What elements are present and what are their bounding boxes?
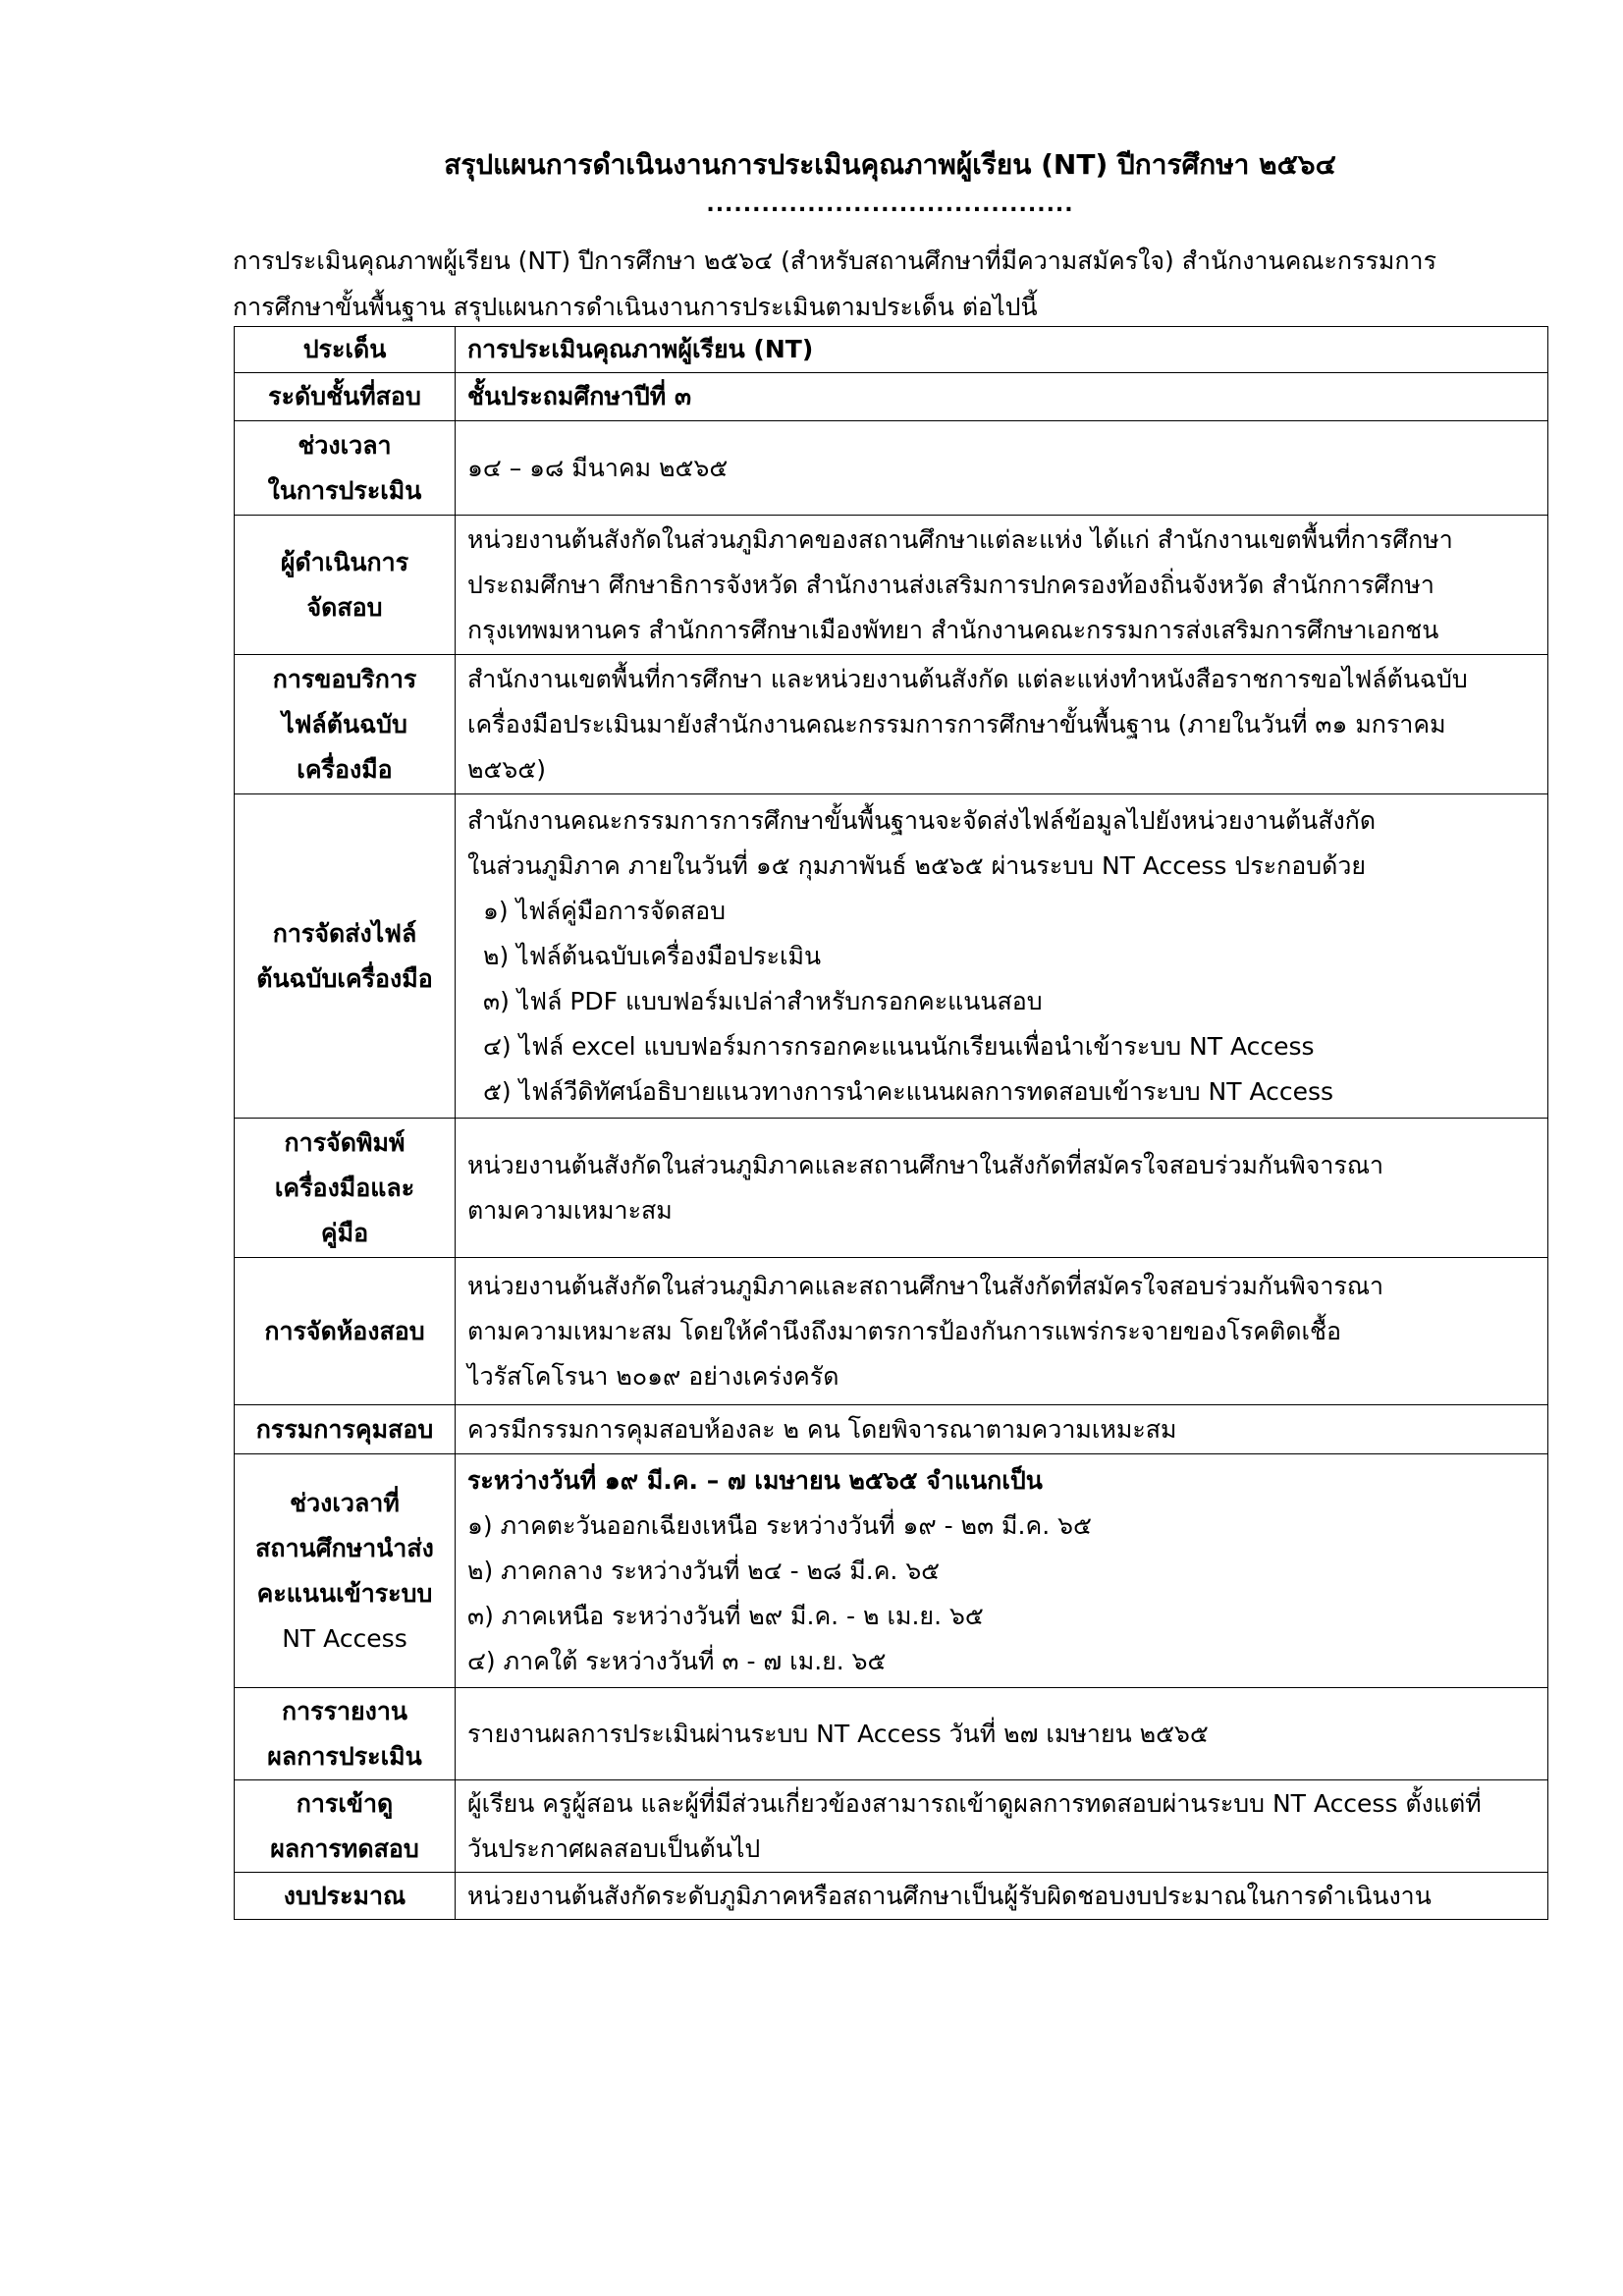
table-row xyxy=(235,1688,1548,1780)
list-item: ๒) ไฟล์ต้นฉบับเครื่องมือประเมิน xyxy=(483,941,822,970)
row-header xyxy=(235,655,456,794)
table-row xyxy=(235,1405,1548,1454)
row-header-line: ช่วงเวลา xyxy=(298,430,392,460)
content-line: รายงานผลการประเมินผ่านระบบ NT Access วันที่ ๒๗ เมษายน ๒๕๖๕ xyxy=(467,1719,1209,1748)
row-header-line: ระดับชั้นที่สอบ xyxy=(268,382,421,410)
row-header-line: คะแนนเข้าระบบ xyxy=(256,1578,433,1608)
title-separator: ........................................ xyxy=(706,192,1074,217)
content-line: ควรมีกรรมการคุมสอบห้องละ ๒ คน โดยพิจารณาตามความเหมะสม xyxy=(467,1414,1177,1444)
row-header xyxy=(235,373,456,421)
list-item: ๕) ไฟล์วีดิทัศน์อธิบายแนวทางการนำคะแนนผลการทดสอบเข้าระบบ NT Access xyxy=(483,1076,1334,1106)
table-row xyxy=(235,516,1548,655)
content-line: ๑๔ – ๑๘ มีนาคม ๒๕๖๕ xyxy=(467,453,729,482)
intro-line: การศึกษาขั้นพื้นฐาน สรุปแผนการดำเนินงานการประเมินตามประเด็น ต่อไปนี้ xyxy=(233,293,1038,321)
row-content xyxy=(456,1873,1548,1920)
plan-table xyxy=(234,326,1548,1920)
content-line: สำนักงานเขตพื้นที่การศึกษา และหน่วยงานต้นสังกัด แต่ละแห่งทำหนังสือราชการขอไฟล์ต้นฉบับ xyxy=(467,664,1468,693)
row-header-line: การรายงาน xyxy=(281,1696,408,1725)
table-row xyxy=(235,1873,1548,1920)
content-line: วันประกาศผลสอบเป็นต้นไป xyxy=(467,1833,761,1863)
list-item: ๓) ไฟล์ PDF แบบฟอร์มเปล่าสำหรับกรอกคะแนนสอบ xyxy=(483,986,1043,1015)
content-line: สำนักงานคณะกรรมการการศึกษาขั้นพื้นฐานจะจัดส่งไฟล์ข้อมูลไปยังหน่วยงานต้นสังกัด xyxy=(467,805,1377,835)
row-content xyxy=(456,1119,1548,1258)
row-content xyxy=(456,1454,1548,1688)
content-line: ๑) ภาคตะวันออกเฉียงเหนือ ระหว่างวันที่ ๑๙ - ๒๓ มี.ค. ๖๕ xyxy=(467,1510,1092,1540)
list-item: ๑) ไฟล์คู่มือการจัดสอบ xyxy=(483,896,727,925)
document-title: สรุปแผนการดำเนินงานการประเมินคุณภาพผู้เรียน (NT) ปีการศึกษา ๒๕๖๔ xyxy=(444,148,1336,181)
row-header xyxy=(235,421,456,516)
content-line: หน่วยงานต้นสังกัดระดับภูมิภาคหรือสถานศึกษาเป็นผู้รับผิดชอบงบประมาณในการดำเนินงาน xyxy=(467,1881,1432,1910)
content-line: ๔) ภาคใต้ ระหว่างวันที่ ๓ - ๗ เม.ย. ๖๕ xyxy=(467,1646,887,1675)
row-header-line: ประเด็น xyxy=(302,335,387,363)
row-header xyxy=(235,1780,456,1873)
table-row xyxy=(235,794,1548,1119)
table-row xyxy=(235,1780,1548,1873)
row-header xyxy=(235,1873,456,1920)
content-line: ๒) ภาคกลาง ระหว่างวันที่ ๒๔ - ๒๘ มี.ค. ๖๕ xyxy=(467,1556,941,1585)
content-line: ผู้เรียน ครูผู้สอน และผู้ที่มีส่วนเกี่ยวข้องสามารถเข้าดูผลการทดสอบผ่านระบบ NT Access ตั้งแต่ที่ xyxy=(467,1788,1482,1818)
row-header xyxy=(235,1688,456,1780)
content-line: หน่วยงานต้นสังกัดในส่วนภูมิภาคของสถานศึกษาแต่ละแห่ง ได้แก่ สำนักงานเขตพื้นที่การศึกษา xyxy=(467,524,1453,554)
row-content xyxy=(456,1405,1548,1454)
table-row xyxy=(235,1258,1548,1405)
row-header-line: กรรมการคุมสอบ xyxy=(255,1414,434,1444)
table-row xyxy=(235,327,1548,373)
intro-line: การประเมินคุณภาพผู้เรียน (NT) ปีการศึกษา ๒๕๖๔ (สำหรับสถานศึกษาที่มีความสมัครใจ) สำนักงานคณะกรรมการ xyxy=(233,246,1437,275)
content-line: ๒๕๖๕) xyxy=(467,754,546,784)
row-header-line: คู่มือ xyxy=(320,1218,369,1247)
row-header-line: NT Access xyxy=(282,1623,407,1653)
row-content xyxy=(456,516,1548,655)
row-content xyxy=(456,1688,1548,1780)
row-header-line: ผลการประเมิน xyxy=(267,1741,422,1771)
row-header-line: การจัดส่งไฟล์ xyxy=(272,918,417,948)
content-line: ประถมศึกษา ศึกษาธิการจังหวัด สำนักงานส่งเสริมการปกครองท้องถิ่นจังหวัด สำนักการศึกษา xyxy=(467,570,1434,599)
row-header-line: ต้นฉบับเครื่องมือ xyxy=(256,963,433,993)
content-line: หน่วยงานต้นสังกัดในส่วนภูมิภาคและสถานศึกษาในสังกัดที่สมัครใจสอบร่วมกันพิจารณา xyxy=(467,1150,1384,1179)
row-header xyxy=(235,794,456,1119)
content-line: หน่วยงานต้นสังกัดในส่วนภูมิภาคและสถานศึกษาในสังกัดที่สมัครใจสอบร่วมกันพิจารณา xyxy=(467,1271,1384,1300)
row-header-line: งบประมาณ xyxy=(283,1881,406,1910)
row-content xyxy=(456,655,1548,794)
row-header xyxy=(235,1454,456,1688)
table-row xyxy=(235,655,1548,794)
row-header xyxy=(235,327,456,373)
row-header-line: เครื่องมือ xyxy=(297,754,393,784)
content-line: ตามความเหมาะสม xyxy=(467,1195,673,1225)
row-header-line: ไฟล์ต้นฉบับ xyxy=(282,709,407,738)
content-line: ไวรัสโคโรนา ๒๐๑๙ อย่างเคร่งครัด xyxy=(467,1361,839,1391)
content-lead-line: ระหว่างวันที่ ๑๙ มี.ค. – ๗ เมษายน ๒๕๖๕ จำแนกเป็น xyxy=(467,1465,1043,1495)
row-header-line: การเข้าดู xyxy=(296,1788,394,1818)
intro-paragraph xyxy=(233,238,1548,330)
table-row xyxy=(235,421,1548,516)
content-line: ชั้นประถมศึกษาปีที่ ๓ xyxy=(467,382,692,410)
row-content xyxy=(456,373,1548,421)
row-header-line: การจัดห้องสอบ xyxy=(264,1316,425,1345)
table-row xyxy=(235,373,1548,421)
list-item: ๔) ไฟล์ excel แบบฟอร์มการกรอกคะแนนนักเรียนเพื่อนำเข้าระบบ NT Access xyxy=(483,1031,1315,1061)
content-line: กรุงเทพมหานคร สำนักการศึกษาเมืองพัทยา สำนักงานคณะกรรมการส่งเสริมการศึกษาเอกชน xyxy=(467,615,1439,644)
content-line: ในส่วนภูมิภาค ภายในวันที่ ๑๕ กุมภาพันธ์ ๒๕๖๕ ผ่านระบบ NT Access ประกอบด้วย xyxy=(467,850,1367,880)
content-line: เครื่องมือประเมินมายังสำนักงานคณะกรรมการการศึกษาขั้นพื้นฐาน (ภายในวันที่ ๓๑ มกราคม xyxy=(467,709,1446,738)
row-header-line: ช่วงเวลาที่ xyxy=(290,1488,400,1517)
row-header-line: จัดสอบ xyxy=(306,592,383,622)
row-header-line: การจัดพิมพ์ xyxy=(284,1127,406,1157)
row-header xyxy=(235,1258,456,1405)
row-header xyxy=(235,1405,456,1454)
table-row xyxy=(235,1454,1548,1688)
content-line: การประเมินคุณภาพผู้เรียน (NT) xyxy=(467,335,814,363)
row-header xyxy=(235,1119,456,1258)
row-header-line: ในการประเมิน xyxy=(267,475,422,505)
content-line: ๓) ภาคเหนือ ระหว่างวันที่ ๒๙ มี.ค. - ๒ เม.ย. ๖๕ xyxy=(467,1601,984,1630)
row-header-line: สถานศึกษานำส่ง xyxy=(255,1533,434,1562)
table-row xyxy=(235,1119,1548,1258)
row-header-line: ผู้ดำเนินการ xyxy=(280,547,409,576)
row-header-line: ผลการทดสอบ xyxy=(270,1833,419,1863)
row-content xyxy=(456,1780,1548,1873)
row-header xyxy=(235,516,456,655)
row-content xyxy=(456,327,1548,373)
row-header-line: การขอบริการ xyxy=(272,664,417,693)
row-content xyxy=(456,421,1548,516)
content-line: ตามความเหมาะสม โดยให้คำนึงถึงมาตรการป้องกันการแพร่กระจายของโรคติดเชื้อ xyxy=(467,1316,1342,1345)
row-header-line: เครื่องมือและ xyxy=(274,1173,415,1202)
row-content xyxy=(456,794,1548,1119)
row-content xyxy=(456,1258,1548,1405)
